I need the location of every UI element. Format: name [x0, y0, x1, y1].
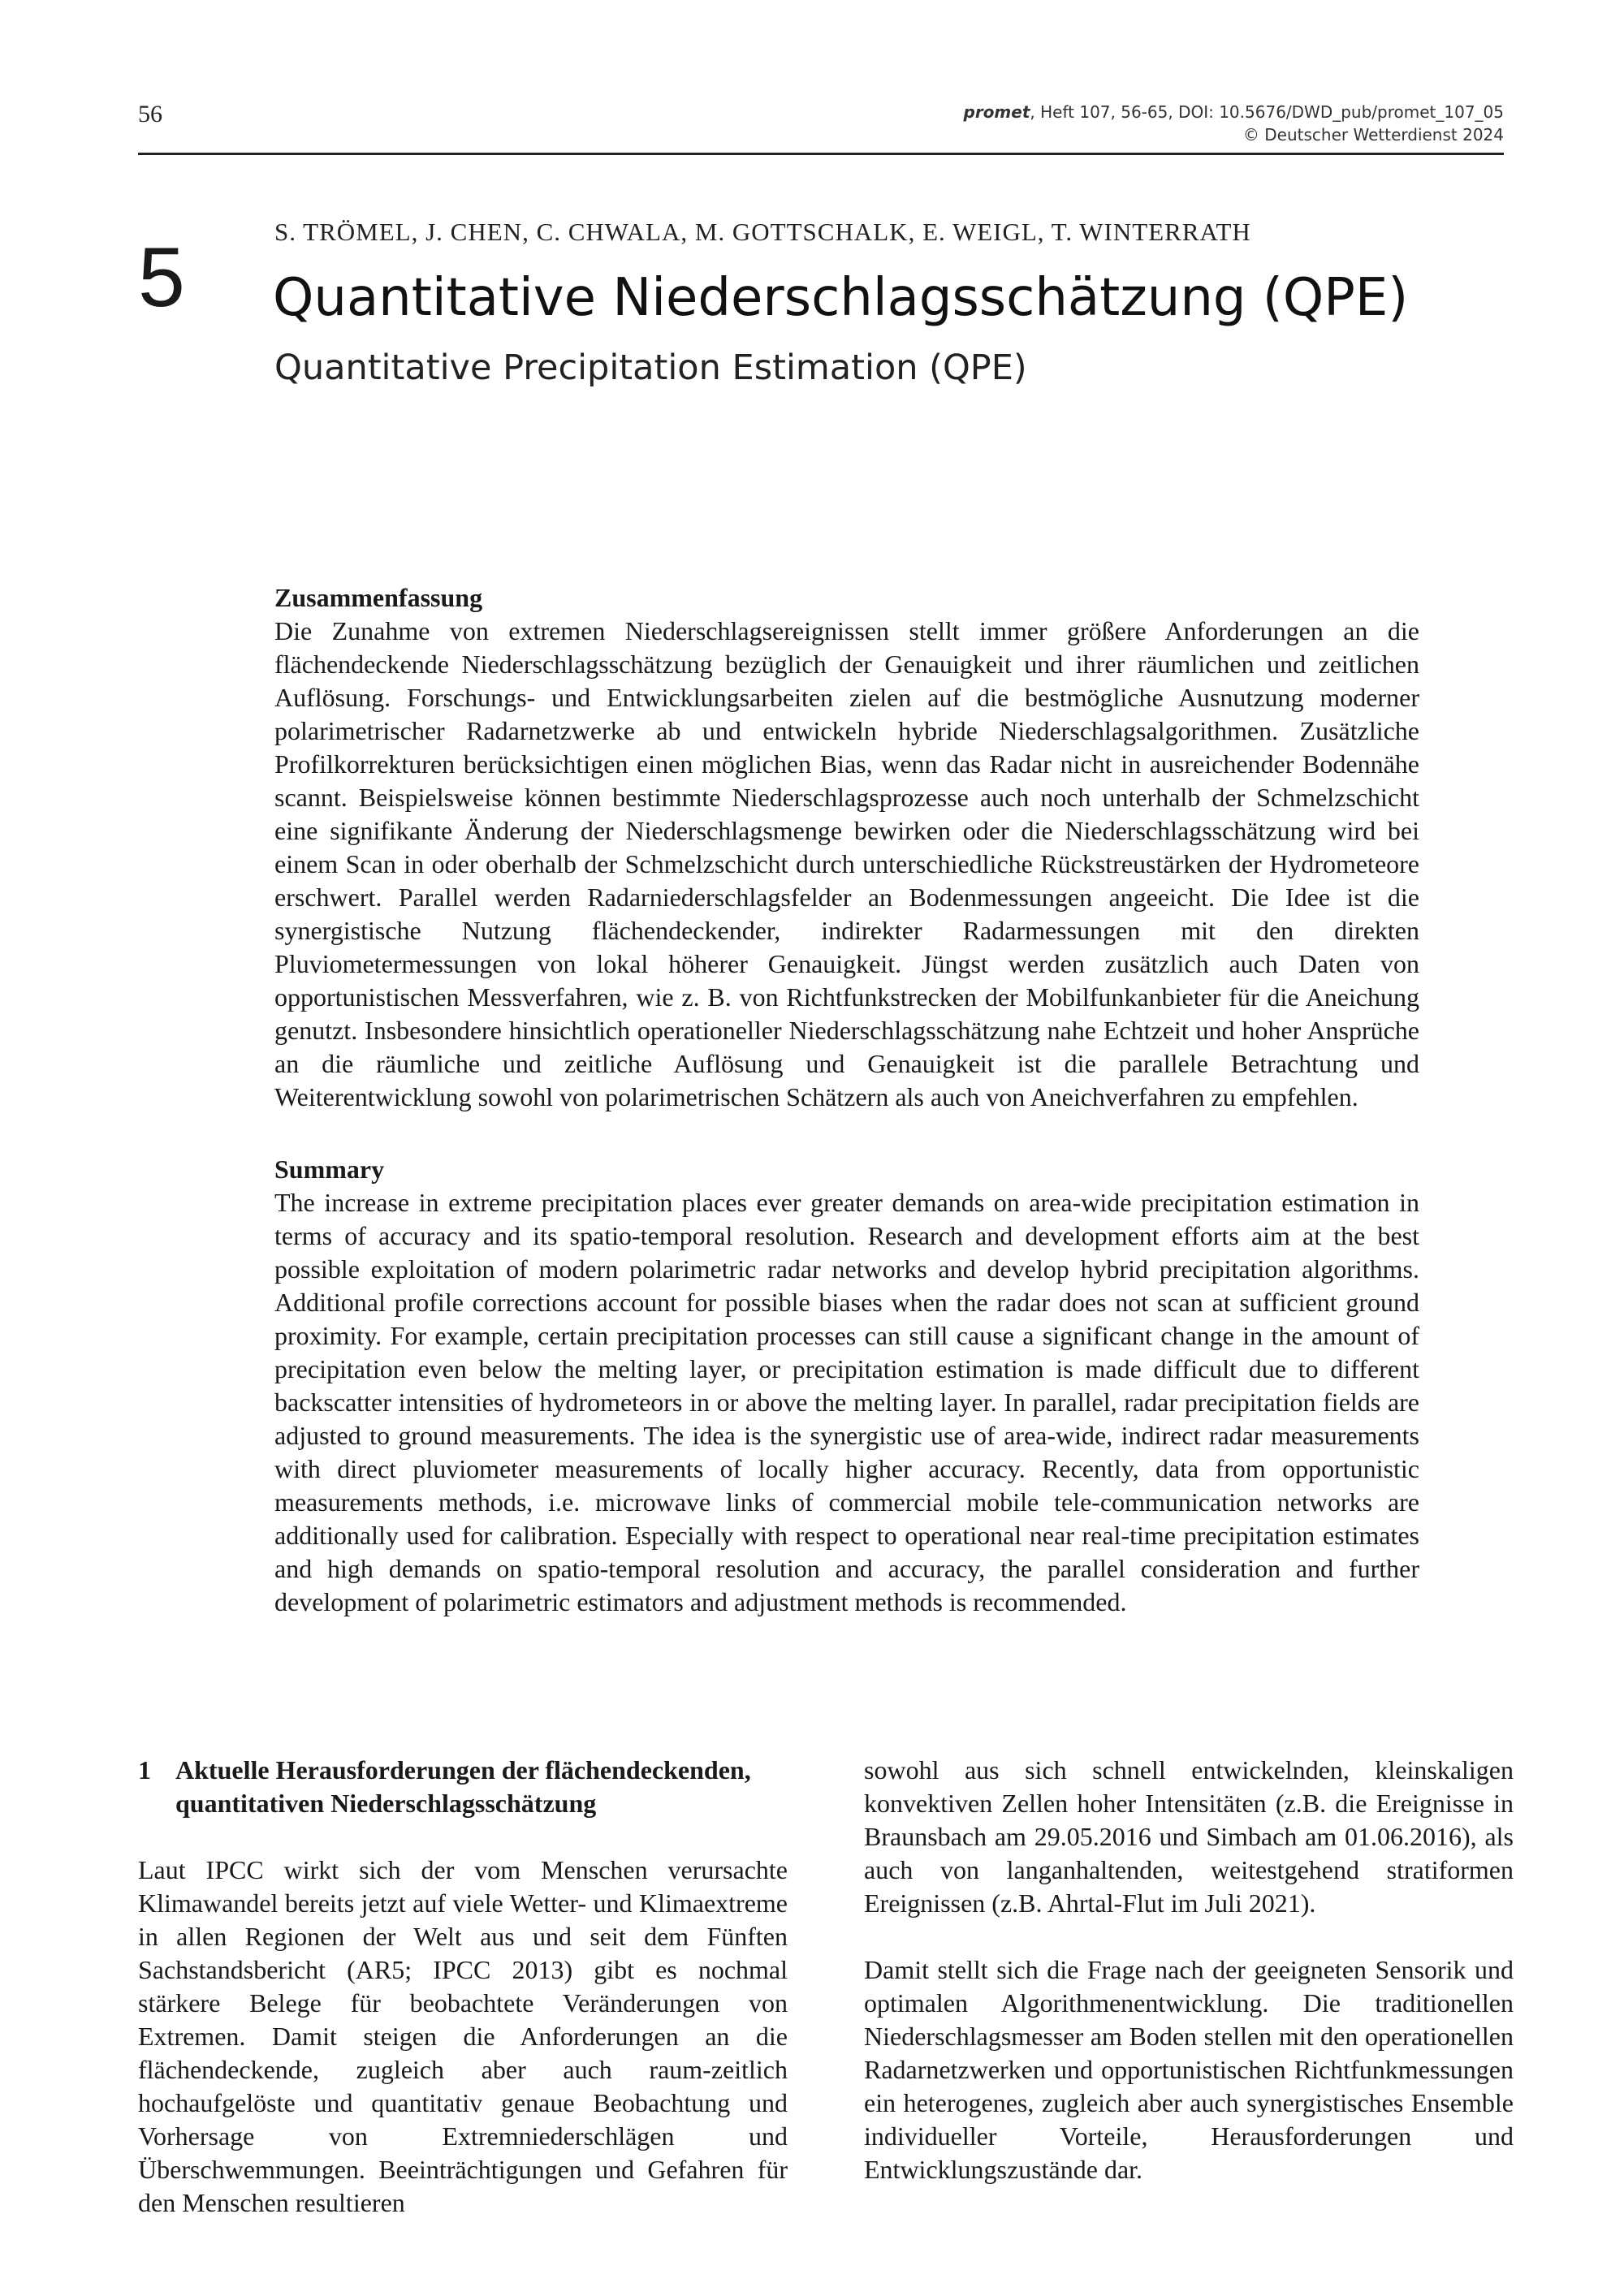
abstract-german [274, 583, 1419, 1114]
section-number: 1 [138, 1755, 151, 1785]
abstract-english [274, 1154, 1419, 1619]
body-paragraph: Damit stellt sich die Frage nach der geeigneten Sensorik und optimalen Algorithmenentwicklung. Die traditionellen Niederschlagsmesser am Boden stellen mit den operationellen Radarnetzwerken und opportunistischen Richtfunkmessungen ein heterogenes, zugleich aber auch synergistisches Ensemble individueller Vorteile, Herausforderungen und Entwicklungszustände dar. [864, 1955, 1514, 2184]
author-list: S. TRÖMEL, J. CHEN, C. CHWALA, M. GOTTSCHALK, E. WEIGL, T. WINTERRATH [274, 218, 1251, 246]
abstract-english-text: The increase in extreme precipitation places ever greater demands on area-wide precipitation estimation in terms of accuracy and its spatio-temporal resolution. Research and development efforts aim at the best possible exploitation of modern polarimetric radar networks and develop hybrid precipitation algorithms. Additional profile corrections account for possible biases when the radar does not scan at sufficient ground proximity. For example, certain precipitation processes can still cause a significant change in the amount of precipitation even below the melting layer, or precipitation estimation is made difficult due to different backscatter intensities of hydrometeors in or above the melting layer. In parallel, radar precipitation fields are adjusted to ground measurements. The idea is the synergistic use of area-wide, indirect radar measurements with direct pluviometer measurements of locally higher accuracy. Recently, data from opportunistic measurements methods, i.e. microwave links of commercial mobile tele-communication networks are additionally used for calibration. Especially with respect to operational near real-time precipitation estimates and high demands on spatio-temporal resolution and accuracy, the parallel consideration and further development of polarimetric estimators and adjustment methods is recommended. [274, 1188, 1419, 1616]
header-rule [138, 153, 1504, 155]
page-number: 56 [138, 101, 162, 127]
section-heading [138, 1754, 788, 1820]
article-title: Quantitative Niederschlagsschätzung (QPE) [273, 268, 1409, 328]
section-title: Aktuelle Herausforderungen der flächendeckenden, quantitativen Niederschlagsschätzung [175, 1755, 751, 1818]
citation-line [964, 101, 1504, 123]
body-column-right [864, 1754, 1514, 2186]
abstract-english-heading: Summary [274, 1154, 385, 1184]
citation-text: , Heft 107, 56-65, DOI: 10.5676/DWD_pub/promet_107_05 [1030, 102, 1504, 122]
abstract-german-heading: Zusammenfassung [274, 583, 483, 612]
article-subtitle: Quantitative Precipitation Estimation (QPE) [274, 347, 1027, 388]
body-paragraph: Laut IPCC wirkt sich der vom Menschen verursachte Klimawandel bereits jetzt auf viele Wetter- und Klimaextreme in allen Regionen der Welt aus und seit dem Fünften Sachstandsbericht (AR5; IPCC 2013) gibt es nochmal stärkere Belege für beobachtete Veränderungen von Extremen. Damit steigen die Anforderungen an die flächendeckende, zugleich aber auch raum-zeitlich hochaufgelöste und quantitativ genaue Beobachtung und Vorhersage von Extremniederschlägen und Überschwemmungen. Beeinträchtigungen und Gefahren für den Menschen resultieren [138, 1855, 788, 2217]
body-paragraph-continued: sowohl aus sich schnell entwickelnden, kleinskaligen konvektiven Zellen hoher Intensitäten (z.B. die Ereignisse in Braunsbach am 29.05.2016 und Simbach am 01.06.2016), als auch von langanhaltenden, weitestgehend stratiformen Ereignissen (z.B. Ahrtal-Flut im Juli 2021). [864, 1755, 1514, 1918]
chapter-number: 5 [138, 231, 185, 325]
journal-name: promet [963, 102, 1030, 122]
abstract-german-text: Die Zunahme von extremen Niederschlagsereignissen stellt immer größere Anforderungen an die flächendeckende Niederschlagsschätzung bezüglich der Genauigkeit und ihrer räumlichen und zeitlichen Auflösung. Forschungs- und Entwicklungsarbeiten zielen auf die bestmögliche Ausnutzung moderner polarimetrischer Radarnetzwerke ab und entwickeln hybride Niederschlagsalgorithmen. Zusätzliche Profilkorrekturen berücksichtigen einen möglichen Bias, wenn das Radar nicht in ausreichender Bodennähe scannt. Beispielsweise können bestimmte Niederschlagsprozesse auch noch unterhalb der Schmelzschicht eine signifikante Änderung der Niederschlagsmenge bewirken oder die Niederschlagsschätzung wird bei einem Scan in oder oberhalb der Schmelzschicht durch unterschiedliche Rückstreustärken der Hydrometeore erschwert. Parallel werden Radarniederschlagsfelder an Bodenmessungen angeeicht. Die Idee ist die synergistische Nutzung flächendeckender, indirekter Radarmessungen mit den direkten Pluviometermessungen von lokal höherer Genauigkeit. Jüngst werden zusätzlich auch Daten von opportunistischen Messverfahren, wie z. B. von Richtfunkstrecken der Mobilfunkanbieter für die Aneichung genutzt. Insbesondere hinsichtlich operationeller Niederschlagsschätzung nahe Echtzeit und hoher Ansprüche an die räumliche und zeitliche Auflösung und Genauigkeit ist die parallele Betrachtung und Weiterentwicklung sowohl von polarimetrischen Schätzern als auch von Aneichverfahren zu empfehlen. [274, 616, 1419, 1111]
copyright-line: © Deutscher Wetterdienst 2024 [1242, 125, 1504, 145]
running-header [964, 101, 1504, 146]
body-column-left [138, 1754, 788, 2220]
